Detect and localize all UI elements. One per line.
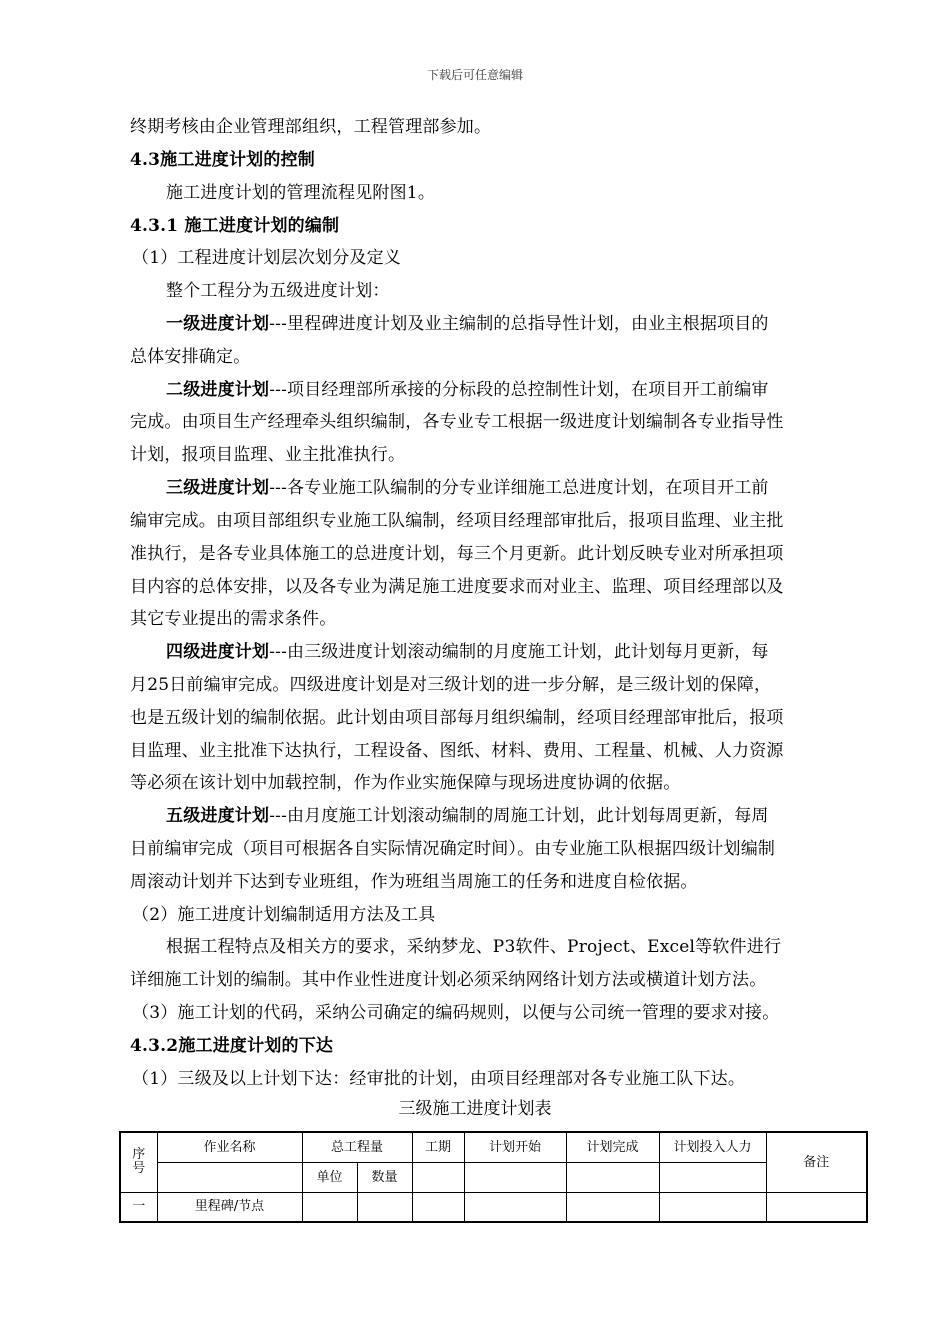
cell-seq: 一 [120,1192,157,1222]
subheader-blank [566,1162,659,1192]
level-1-text: ---里程碑进度计划及业主编制的总指导性计划，由业主根据项目的 [269,314,769,334]
subheader-blank [157,1162,302,1192]
section-heading-4-3-2: 4.3.2施工进度计划的下达 [130,1036,334,1056]
header-seq: 序号 [120,1132,157,1192]
level-4-label: 四级进度计划 [166,642,270,662]
paragraph-line: 完成。由项目生产经理牵头组织编制，各专业专工根据一级进度计划编制各专业指导性 [130,412,784,432]
header-qty: 数量 [357,1162,412,1192]
header-start: 计划开始 [464,1132,566,1162]
list-item-2: （2）施工进度计划编制适用方法及工具 [132,905,436,925]
level-3-label: 三级进度计划 [166,478,270,498]
paragraph-line: 总体安排确定。 [130,347,251,367]
level-4-definition [166,636,865,669]
level-5-text: ---由月度施工计划滚动编制的周施工计划，此计划每周更新，每周 [269,806,769,826]
paragraph-line: 周滚动计划并下达到专业班组，作为班组当周施工的任务和进度自检依据。 [130,872,698,892]
subheader-blank [659,1162,766,1192]
cell-unit [302,1192,357,1222]
paragraph-line: 准执行，是各专业具体施工的总进度计划，每三个月更新。此计划反映专业对所承担项 [130,544,784,564]
cell-duration [412,1192,464,1222]
table-row [120,1192,867,1222]
header-duration: 工期 [412,1132,464,1162]
header-remark: 备注 [766,1132,867,1192]
cell-start [464,1192,566,1222]
paragraph-line: 日前编审完成（项目可根据各自实际情况确定时间）。由专业施工队根据四级计划编制 [130,839,776,859]
cell-finish [566,1192,659,1222]
table-header-row [120,1132,867,1162]
paragraph-line: 也是五级计划的编制依据。此计划由项目部每月组织编制，经项目经理部审批后，报项 [130,708,784,728]
paragraph-line: 其它专业提出的需求条件。 [130,609,337,629]
subheader-blank [464,1162,566,1192]
schedule-table [119,1131,868,1223]
paragraph-line: 详细施工计划的编制。其中作业性进度计划必须采纳网络计划方法或横道计划方法。 [130,970,767,990]
level-3-text: ---各专业施工队编制的分专业详细施工总进度计划，在项目开工前 [269,478,769,498]
subheader-blank [412,1162,464,1192]
list-item-4: （1）三级及以上计划下达：经审批的计划，由项目经理部对各专业施工队下达。 [132,1069,746,1089]
level-5-label: 五级进度计划 [166,806,270,826]
paragraph-line: 编审完成。由项目部组织专业施工队编制，经项目经理部审批后，报项目监理、业主批 [130,511,784,531]
header-name: 作业名称 [157,1132,302,1162]
header-finish: 计划完成 [566,1132,659,1162]
level-1-definition [166,308,865,341]
paragraph-line: 根据工程特点及相关方的要求，采纳梦龙、P3软件、Project、Excel等软件进行 [166,937,782,957]
level-1-label: 一级进度计划 [166,314,270,334]
cell-remark [766,1192,867,1222]
paragraph-line: 施工进度计划的管理流程见附图1。 [166,183,436,203]
level-2-text: ---项目经理部所承接的分标段的总控制性计划，在项目开工前编审 [269,380,769,400]
paragraph-line: 整个工程分为五级进度计划： [166,281,390,301]
paragraph-line: 目监理、业主批准下达执行，工程设备、图纸、材料、费用、工程量、机械、人力资源 [130,741,784,761]
paragraph-line: 月25日前编审完成。四级进度计划是对三级计划的进一步分解，是三级计划的保障， [130,675,772,695]
table-subheader-row [120,1162,867,1192]
header-manpower: 计划投入人力 [659,1132,766,1162]
page-header: 下载后可任意编辑 [426,68,523,82]
level-4-text: ---由三级进度计划滚动编制的月度施工计划，此计划每月更新，每 [269,642,769,662]
paragraph-line: 等必须在该计划中加载控制，作为作业实施保障与现场进度协调的依据。 [130,773,681,793]
section-heading-4-3: 4.3施工进度计划的控制 [130,150,315,170]
header-total: 总工程量 [302,1132,412,1162]
cell-name: 里程碑/节点 [157,1192,302,1222]
list-item-1: （1）工程进度计划层次划分及定义 [132,248,402,268]
table-caption: 三级施工进度计划表 [398,1099,552,1119]
cell-qty [357,1192,412,1222]
section-heading-4-3-1: 4.3.1 施工进度计划的编制 [130,216,340,236]
paragraph-line: 目内容的总体安排，以及各专业为满足施工进度要求而对业主、监理、项目经理部以及 [130,577,784,597]
header-unit: 单位 [302,1162,357,1192]
list-item-3: （3）施工计划的代码，采纳公司确定的编码规则，以便与公司统一管理的要求对接。 [132,1003,780,1023]
paragraph-line: 终期考核由企业管理部组织，工程管理部参加。 [130,117,492,137]
level-5-definition [166,800,865,833]
paragraph-line: 计划，报项目监理、业主批准执行。 [130,445,406,465]
level-3-definition [166,472,865,505]
level-2-definition [166,374,865,407]
cell-manpower [659,1192,766,1222]
level-2-label: 二级进度计划 [166,380,270,400]
